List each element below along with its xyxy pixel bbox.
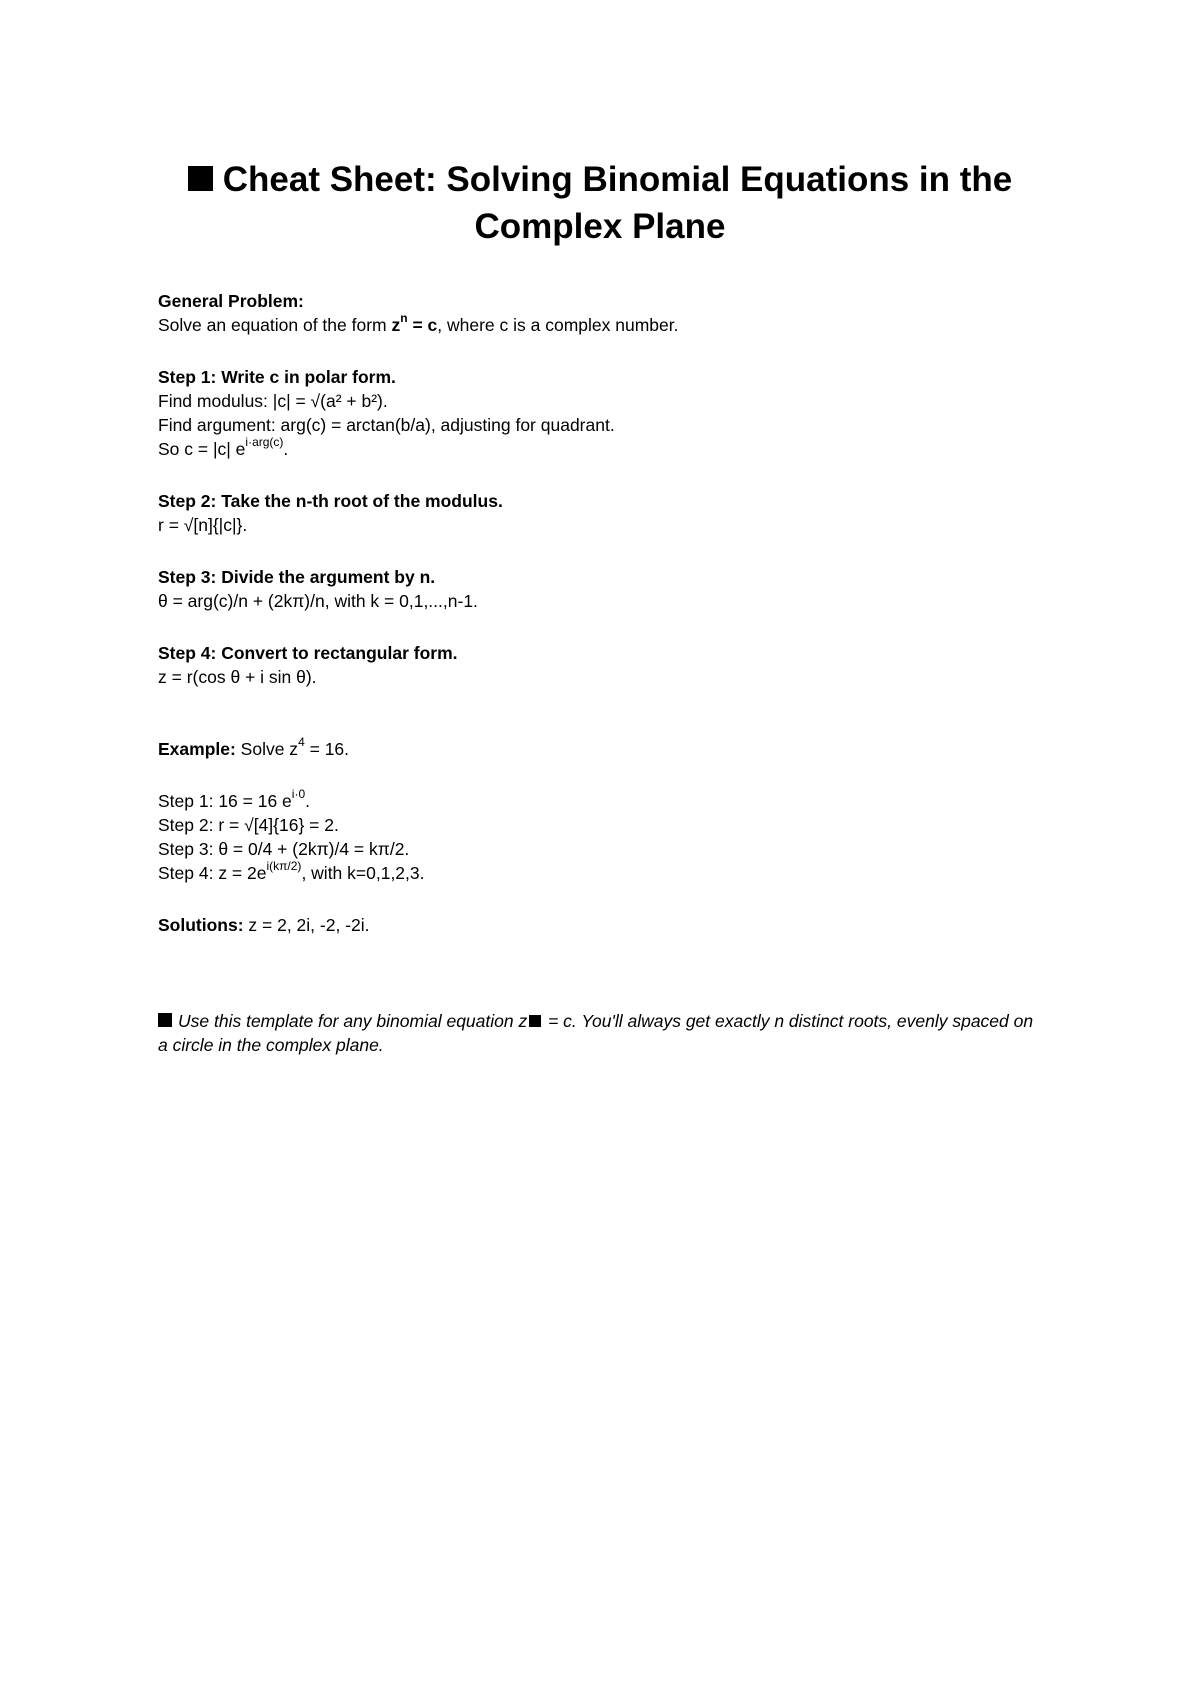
document-body bbox=[158, 289, 1058, 1057]
step1-line-1: Find modulus: |c| = √(a² + b²). bbox=[158, 391, 388, 411]
step4-heading: Step 4: Convert to rectangular form. bbox=[158, 643, 458, 663]
example-step-4: Step 4: $z = 2e^{i(k\pi/2)}$, with k=0,1,2,3. bbox=[158, 859, 425, 883]
example-step-3: Step 3: θ = 0/4 + (2kπ)/4 = kπ/2. bbox=[158, 839, 410, 859]
step3-line-1: θ = arg(c)/n + (2kπ)/n, with k = 0,1,...,n-1. bbox=[158, 591, 478, 611]
step2-line-1: r = √[n]{|c|}. bbox=[158, 515, 248, 535]
square-glyph-icon bbox=[529, 1015, 541, 1027]
step2-heading: Step 2: Take the n-th root of the modulus. bbox=[158, 491, 503, 511]
step1-line-3: So c = |c| $e^{i\cdot arg(c)}$. bbox=[158, 435, 289, 459]
page-title bbox=[150, 156, 1050, 250]
step1-line-2: Find argument: arg(c) = arctan(b/a), adjusting for quadrant. bbox=[158, 415, 615, 435]
general-heading: General Problem: bbox=[158, 291, 304, 311]
step1-heading: Step 1: Write c in polar form. bbox=[158, 367, 396, 387]
title-line-1: Cheat Sheet: Solving Binomial Equations in the bbox=[150, 156, 1050, 203]
example-step-1: Step 1: 16 = 16 $e^{i\cdot 0}$. bbox=[158, 787, 311, 811]
title-line-2: Complex Plane bbox=[474, 207, 726, 246]
square-bullet-icon bbox=[188, 166, 213, 191]
example-step-2: Step 2: r = √[4]{16} = 2. bbox=[158, 815, 339, 835]
solutions-line: Solutions: z = 2, 2i, -2, -2i. bbox=[158, 915, 370, 935]
step4-line-1: z = r(cos θ + i sin θ). bbox=[158, 667, 317, 687]
square-bullet-icon bbox=[158, 1013, 172, 1027]
step3-heading: Step 3: Divide the argument by n. bbox=[158, 567, 436, 587]
example-line: Example: Solve $z^4 = 16$. bbox=[158, 735, 350, 759]
general-text: Solve an equation of the form $z^n = c$, where c is a complex number. bbox=[158, 311, 679, 335]
template-note: Use this template for any binomial equation z = c. You'll always get exactly n distinct roots, evenly spaced on a circle in the complex plane. bbox=[158, 1011, 1034, 1055]
